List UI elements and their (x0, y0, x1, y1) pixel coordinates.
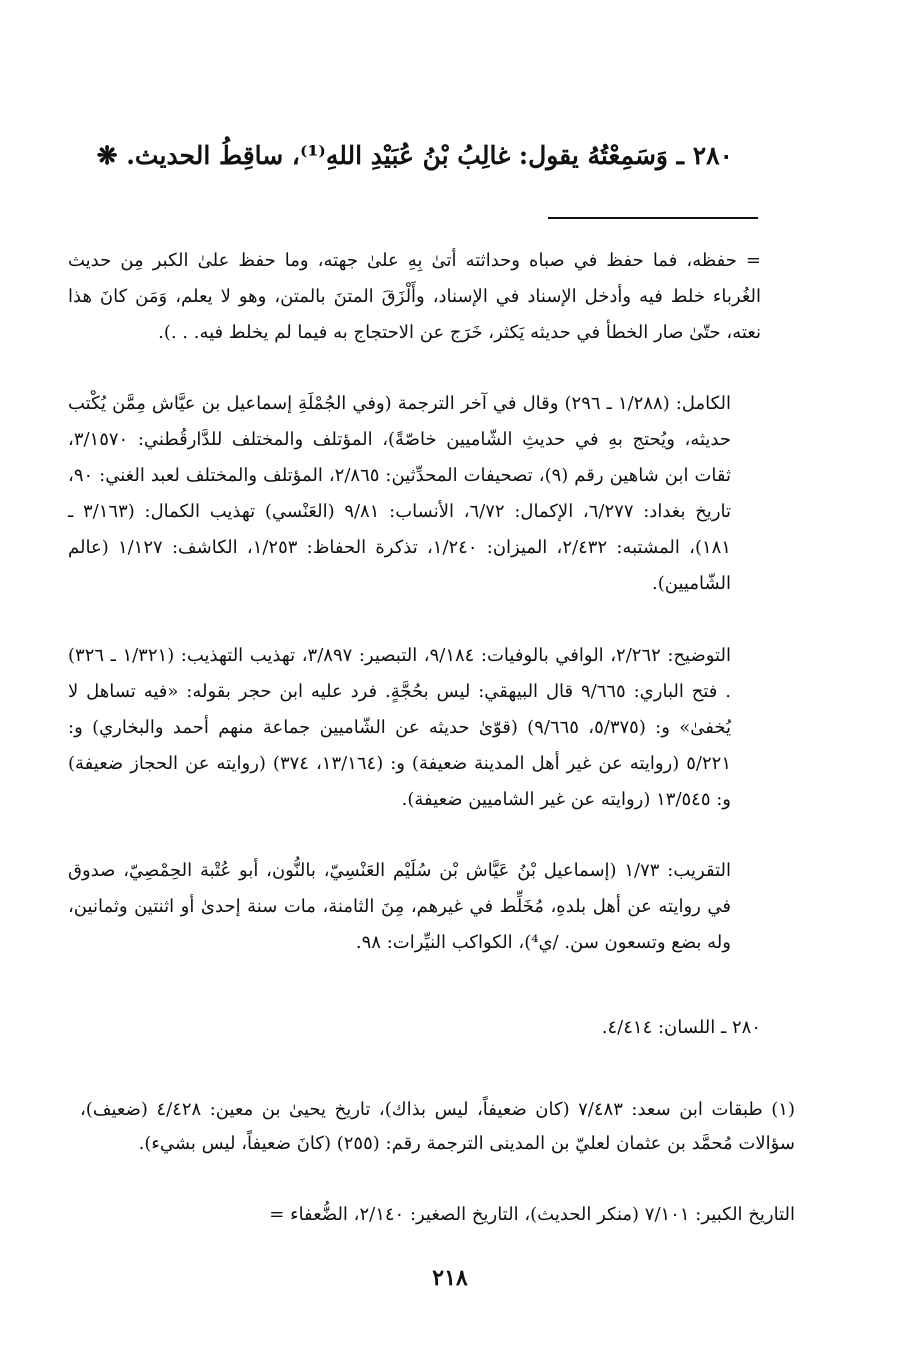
page-number: ٢١٨ (432, 1265, 468, 1291)
separator-line (548, 217, 758, 219)
reference-280: ٢٨٠ ـ اللسان: ٤/٤١٤. (601, 1017, 761, 1038)
footnote-1: (١) طبقات ابن سعد: ٧/٤٨٣ (كان ضعيفاً، ليس بذاك)، تاريخ يحيىٰ بن معين: ٤/٤٢٨ (ضعيف)، سؤالات مُحمَّد بن عثمان لعليّ بن المدينى الترجمة رقم: (٢٥٥) (كانَ ضعيفاً، ليس بشيء). (80, 1099, 795, 1154)
note-paragraph-continuation: = حفظه، فما حفظ في صباه وحداثته أتىٰ بِهِ علىٰ جهته، وما حفظ علىٰ الكبر مِن حديث الغُرباء خلط فيه وأدخل الإسناد في الإسناد، وأَلْزَقَ المتنَ بالمتن، وهو لا يعلم، وَمَن كانَ هذا نعته، حتّىٰ صار الخطأ في حديثه يَكثر، خَرَج عن الاحتجاج به فيما لم يخلط فيه. . .). (68, 250, 761, 343)
entry-heading: ٢٨٠ ـ وَسَمِعْتُهُ يقول: غالِبُ بْنُ عُبَيْدِ اللهِ⁽¹⁾، ساقِطُ الحديث. ❋ (96, 141, 733, 170)
note-paragraph-tawdih: التوضيح: ٢/٢٦٢، الوافي بالوفيات: ٩/١٨٤، التبصير: ٣/٨٩٧، تهذيب التهذيب: (١/٣٢١ ـ ٣٢٦) . فتح الباري: ٩/٦٦٥ قال البيهقي: ليس بحُجَّةٍ. فرد عليه ابن حجر بقوله: «فيه تساهل لا يُخفىٰ» و: (٥/٣٧٥، ٩/٦٦٥) (قوّىٰ حديثه عن الشّاميين جماعة منهم أحمد والبخاري) و: ٥/٢٢١ (روايته عن غير أهل المدينة ضعيفة) و: (١٣/١٦٤، ٣٧٤) (روايته عن الحجاز ضعيفة) و: ١٣/٥٤٥ (روايته عن غير الشاميين ضعيفة). (68, 645, 732, 810)
footnote-continuation: التاريخ الكبير: ٧/١٠١ (منكر الحديث)، التاريخ الصغير: ٢/١٤٠، الضُّعفاء = (269, 1204, 795, 1225)
note-paragraph-kamil: الكامل: (١/٢٨٨ ـ ٢٩٦) وقال في آخر الترجمة (وفي الجُمْلَةِ إسماعيل بن عيَّاش مِمَّن يُكْتب حديثه، ويُحتج بهِ في حديثِ الشّاميين خاصّةً)، المؤتلف والمختلف للدَّارقُطني: ٣/١٥٧٠، ثقات ابن شاهين رقم (٩)، تصحيفات المحدِّثين: ٢/٨٦٥، المؤتلف والمختلف لعبد الغني: ٩٠، تاريخ بغداد: ٦/٢٧٧، الإكمال: ٦/٧٢، الأنساب: ٩/٨١ (العَنْسي) تهذيب الكمال: (٣/١٦٣ ـ ١٨١)، المشتبه: ٢/٤٣٢، الميزان: ١/٢٤٠، تذكرة الحفاظ: ١/٢٥٣، الكاشف: ١/١٢٧ (عالم الشّاميين). (68, 393, 732, 594)
note-paragraph-taqrib: التقريب: ١/٧٣ (إسماعيل بْنُ عَيَّاش بْن سُلَيْم العَنْسِيّ، بالنُّون، أبو عُتْبة الحِمْصِيّ، صدوق في روايته عن أهل بلدهِ، مُخَلِّط في غيرهم، مِنَ الثامنة، مات سنة إحدىٰ أو اثنتين وثمانين، وله بضع وتسعون سن. /ي⁴)، الكواكب النيِّرات: ٩٨. (68, 860, 731, 953)
